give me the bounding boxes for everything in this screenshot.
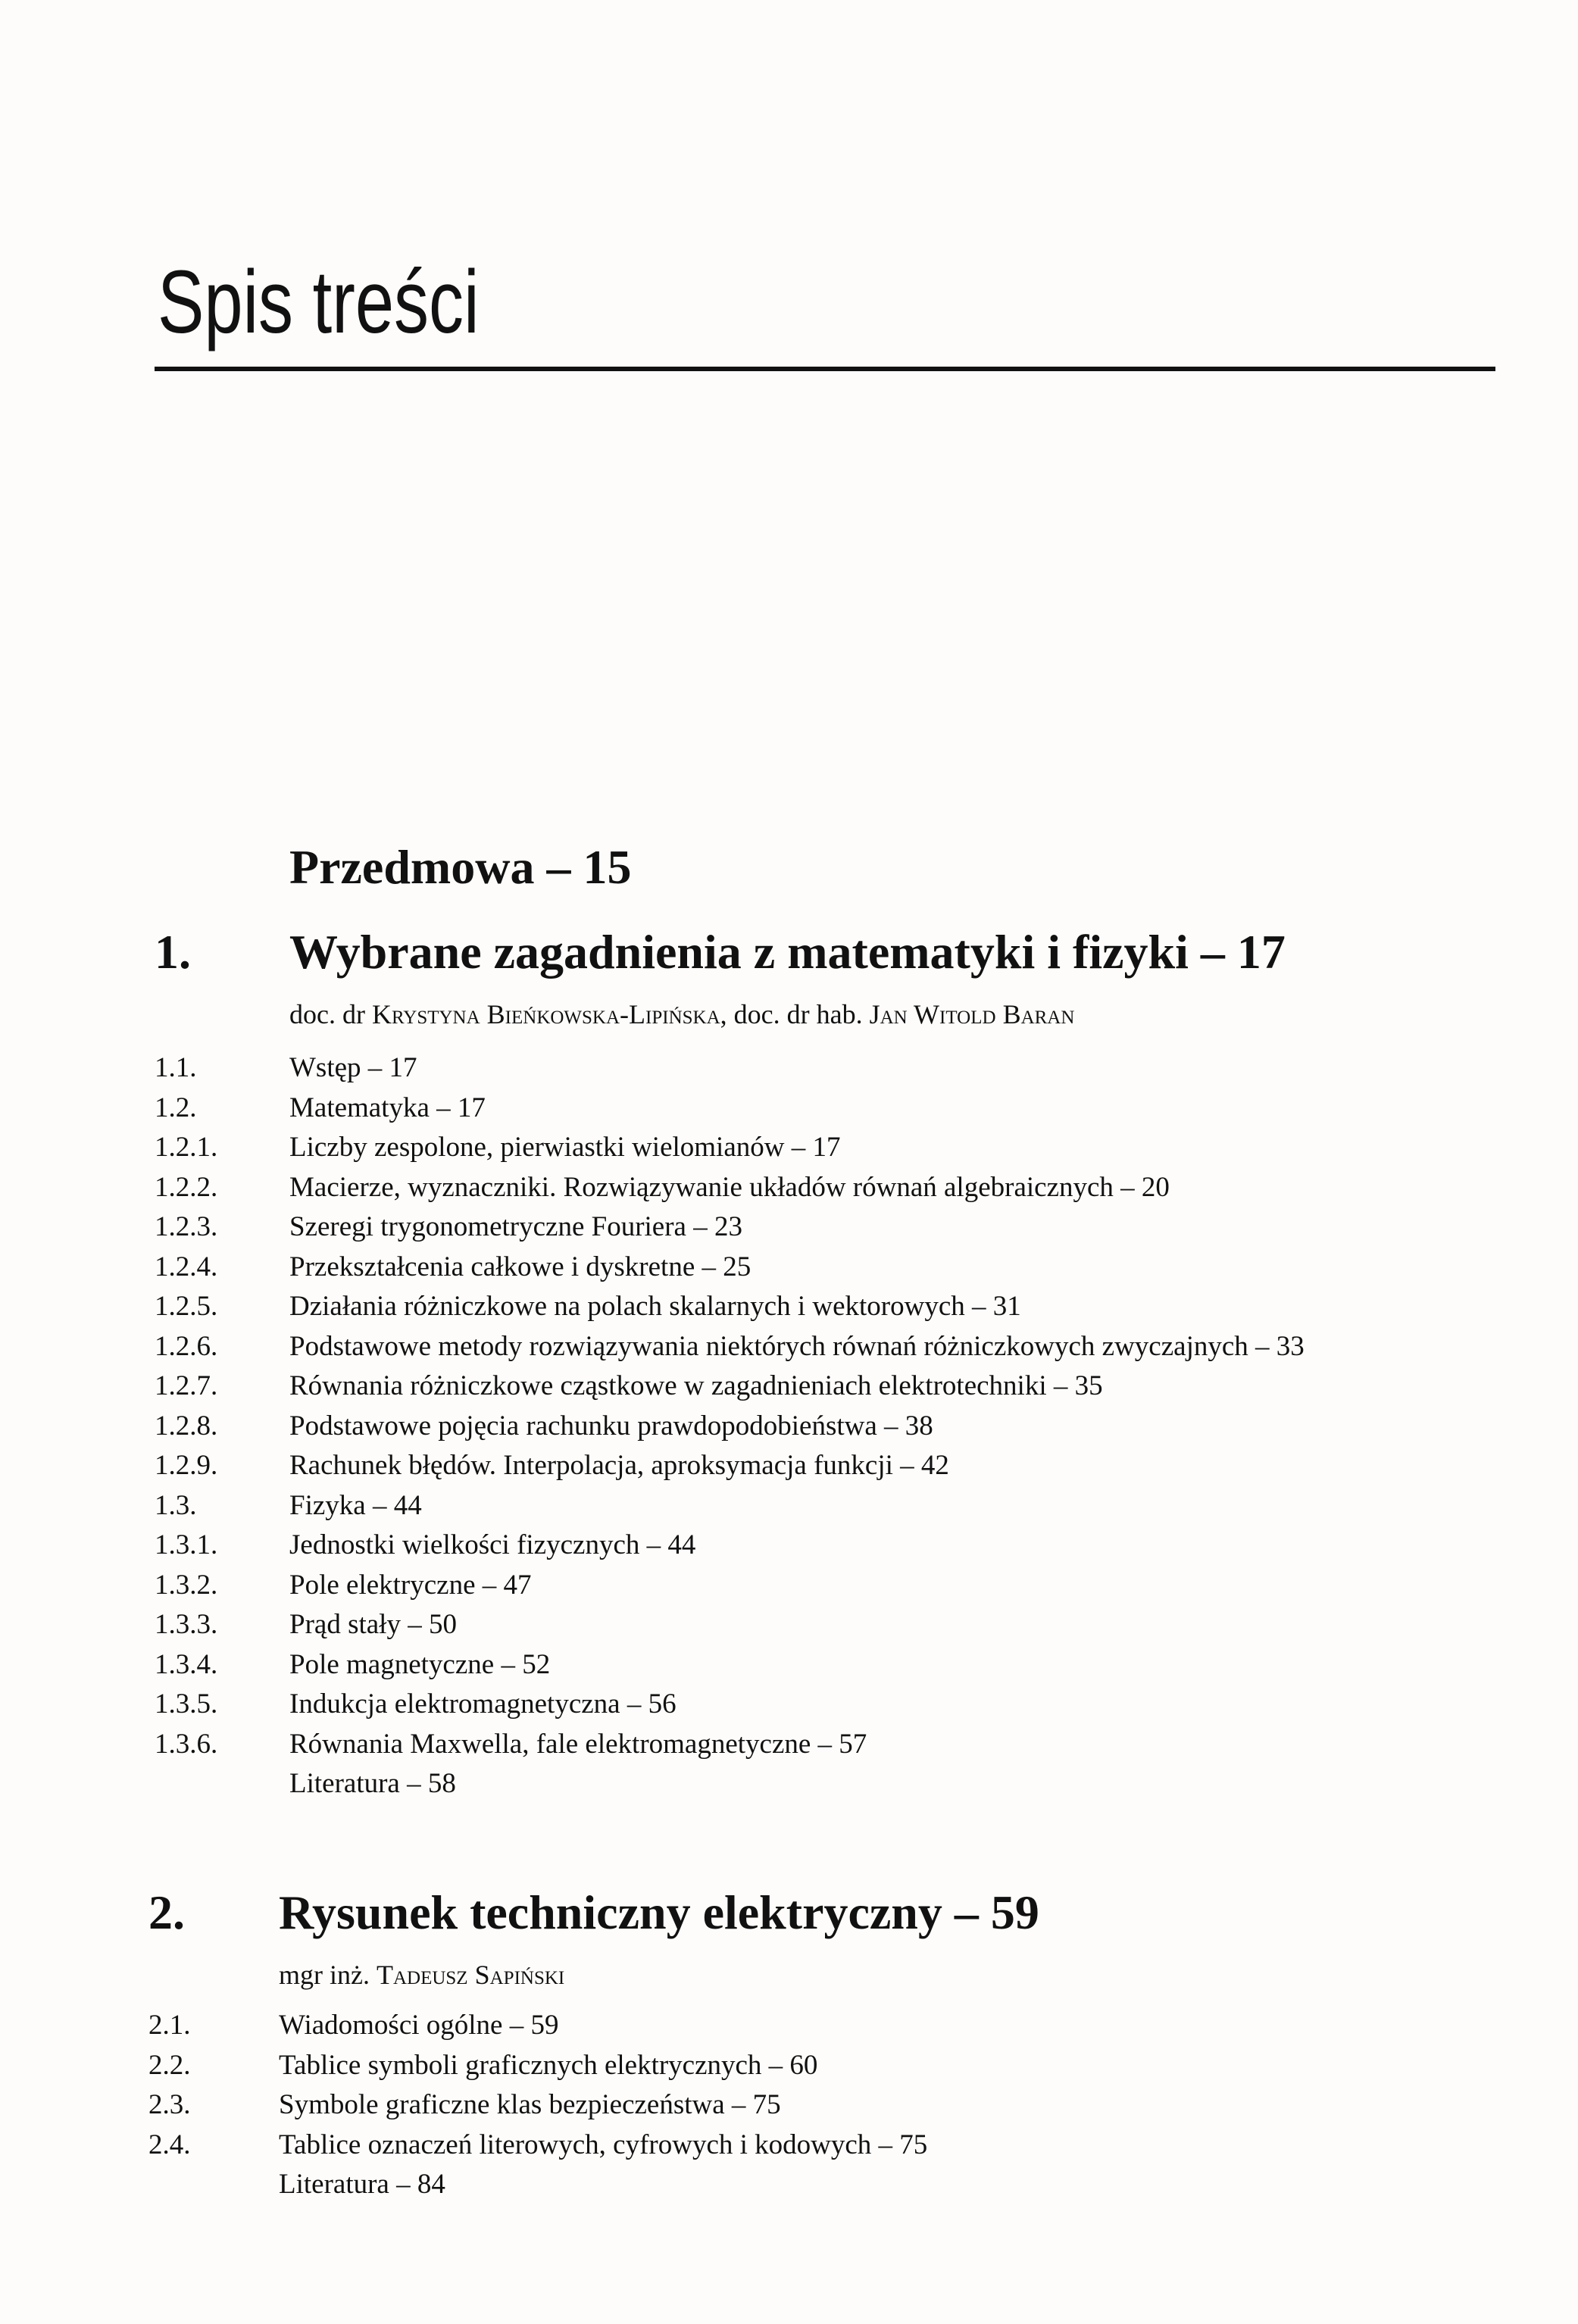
entry-title: Literatura – 58 <box>289 1768 456 1799</box>
entry-number: 1.2.8. <box>155 1410 218 1442</box>
toc-entry <box>0 1489 1578 1529</box>
toc-entry <box>0 1251 1578 1290</box>
entry-title: Wstęp – 17 <box>289 1052 417 1083</box>
entry-number: 1.2.3. <box>155 1211 218 1242</box>
toc-entry <box>0 1728 1578 1767</box>
entry-title: Szeregi trygonometryczne Fouriera – 23 <box>289 1211 742 1242</box>
entry-title: Matematyka – 17 <box>289 1092 486 1123</box>
entry-number: 1.2. <box>155 1092 197 1123</box>
title-rule <box>155 367 1495 371</box>
chapter-authors <box>279 1959 564 1991</box>
entry-title: Przekształcenia całkowe i dyskretne – 25 <box>289 1251 752 1282</box>
entry-number: 1.3.2. <box>155 1569 218 1601</box>
entry-number: 1.2.6. <box>155 1330 218 1362</box>
entry-title: Wiadomości ogólne – 59 <box>279 2010 559 2041</box>
entry-title: Fizyka – 44 <box>289 1489 422 1521</box>
preface-heading: Przedmowa – 15 <box>289 840 632 894</box>
entry-number: 1.2.9. <box>155 1450 218 1481</box>
entry-title: Równania Maxwella, fale elektromagnetyczne – 57 <box>289 1728 867 1760</box>
entry-number: 1.3.4. <box>155 1648 218 1680</box>
entry-title: Podstawowe metody rozwiązywania niektórych równań różniczkowych zwyczajnych – 33 <box>289 1330 1305 1362</box>
entry-title: Podstawowe pojęcia rachunku prawdopodobieństwa – 38 <box>289 1410 933 1442</box>
toc-entry <box>0 2088 1578 2128</box>
entry-title: Jednostki wielkości fizycznych – 44 <box>289 1529 696 1560</box>
entry-number: 2.3. <box>148 2089 191 2120</box>
author-name: Jan Witold Baran <box>869 999 1075 1029</box>
toc-entry <box>0 2049 1578 2088</box>
author-prefix: doc. dr <box>289 999 372 1029</box>
entry-title: Pole elektryczne – 47 <box>289 1569 532 1601</box>
toc-entry <box>0 2129 1578 2168</box>
entry-title: Rachunek błędów. Interpolacja, aproksymacja funkcji – 42 <box>289 1450 949 1481</box>
entry-title: Prąd stały – 50 <box>289 1609 457 1640</box>
entry-title: Indukcja elektromagnetyczna – 56 <box>289 1688 677 1720</box>
toc-entry <box>0 1529 1578 1568</box>
author-name: Krystyna Bieńkowska-Lipińska <box>371 999 720 1029</box>
entry-title: Równania różniczkowe cząstkowe w zagadnieniach elektrotechniki – 35 <box>289 1370 1103 1401</box>
author-name: Tadeusz Sapiński <box>376 1960 565 1990</box>
chapter-number: 2. <box>148 1885 185 1939</box>
toc-entry <box>0 1410 1578 1449</box>
toc-entry <box>0 1688 1578 1727</box>
entry-title: Symbole graficzne klas bezpieczeństwa – 75 <box>279 2089 781 2120</box>
chapter-title: Wybrane zagadnienia z matematyki i fizyki – 17 <box>289 925 1286 979</box>
page-title: Spis treści <box>158 252 480 352</box>
toc-entry <box>0 1290 1578 1329</box>
toc-entry <box>0 2009 1578 2048</box>
toc-entry <box>0 1171 1578 1210</box>
entry-number: 1.3.1. <box>155 1529 218 1560</box>
entry-number: 2.2. <box>148 2049 191 2081</box>
toc-entry <box>0 1210 1578 1250</box>
entry-number: 1.2.4. <box>155 1251 218 1282</box>
entry-number: 2.1. <box>148 2010 191 2041</box>
toc-entry <box>0 2168 1578 2207</box>
entry-number: 1.3.3. <box>155 1609 218 1640</box>
toc-entry <box>0 1608 1578 1648</box>
entry-number: 2.4. <box>148 2129 191 2160</box>
entry-title: Literatura – 84 <box>279 2169 445 2200</box>
toc-entry <box>0 1051 1578 1091</box>
entry-number: 1.1. <box>155 1052 197 1083</box>
toc-entry <box>0 1370 1578 1409</box>
entry-title: Liczby zespolone, pierwiastki wielomianów – 17 <box>289 1132 841 1163</box>
author-prefix: mgr inż. <box>279 1960 377 1990</box>
entry-number: 1.2.1. <box>155 1132 218 1163</box>
chapter-number: 1. <box>155 925 191 979</box>
author-separator: , doc. dr hab. <box>720 999 870 1029</box>
chapter-title: Rysunek techniczny elektryczny – 59 <box>279 1885 1039 1939</box>
toc-entry <box>0 1767 1578 1807</box>
entry-number: 1.3.5. <box>155 1688 218 1720</box>
entry-title: Macierze, wyznaczniki. Rozwiązywanie układów równań algebraicznych – 20 <box>289 1171 1170 1203</box>
entry-title: Tablice oznaczeń literowych, cyfrowych i kodowych – 75 <box>279 2129 928 2160</box>
entry-title: Pole magnetyczne – 52 <box>289 1648 551 1680</box>
entry-number: 1.3.6. <box>155 1728 218 1760</box>
toc-entry <box>0 1569 1578 1608</box>
entry-number: 1.3. <box>155 1489 197 1521</box>
toc-entry <box>0 1648 1578 1688</box>
toc-entry <box>0 1131 1578 1170</box>
toc-entry <box>0 1330 1578 1370</box>
entry-number: 1.2.2. <box>155 1171 218 1203</box>
entry-number: 1.2.5. <box>155 1291 218 1322</box>
entry-title: Działania różniczkowe na polach skalarnych i wektorowych – 31 <box>289 1291 1021 1322</box>
entry-number: 1.2.7. <box>155 1370 218 1401</box>
entry-title: Tablice symboli graficznych elektrycznych – 60 <box>279 2049 818 2081</box>
toc-entry <box>0 1092 1578 1131</box>
toc-entry <box>0 1449 1578 1488</box>
chapter-authors <box>289 998 1074 1030</box>
